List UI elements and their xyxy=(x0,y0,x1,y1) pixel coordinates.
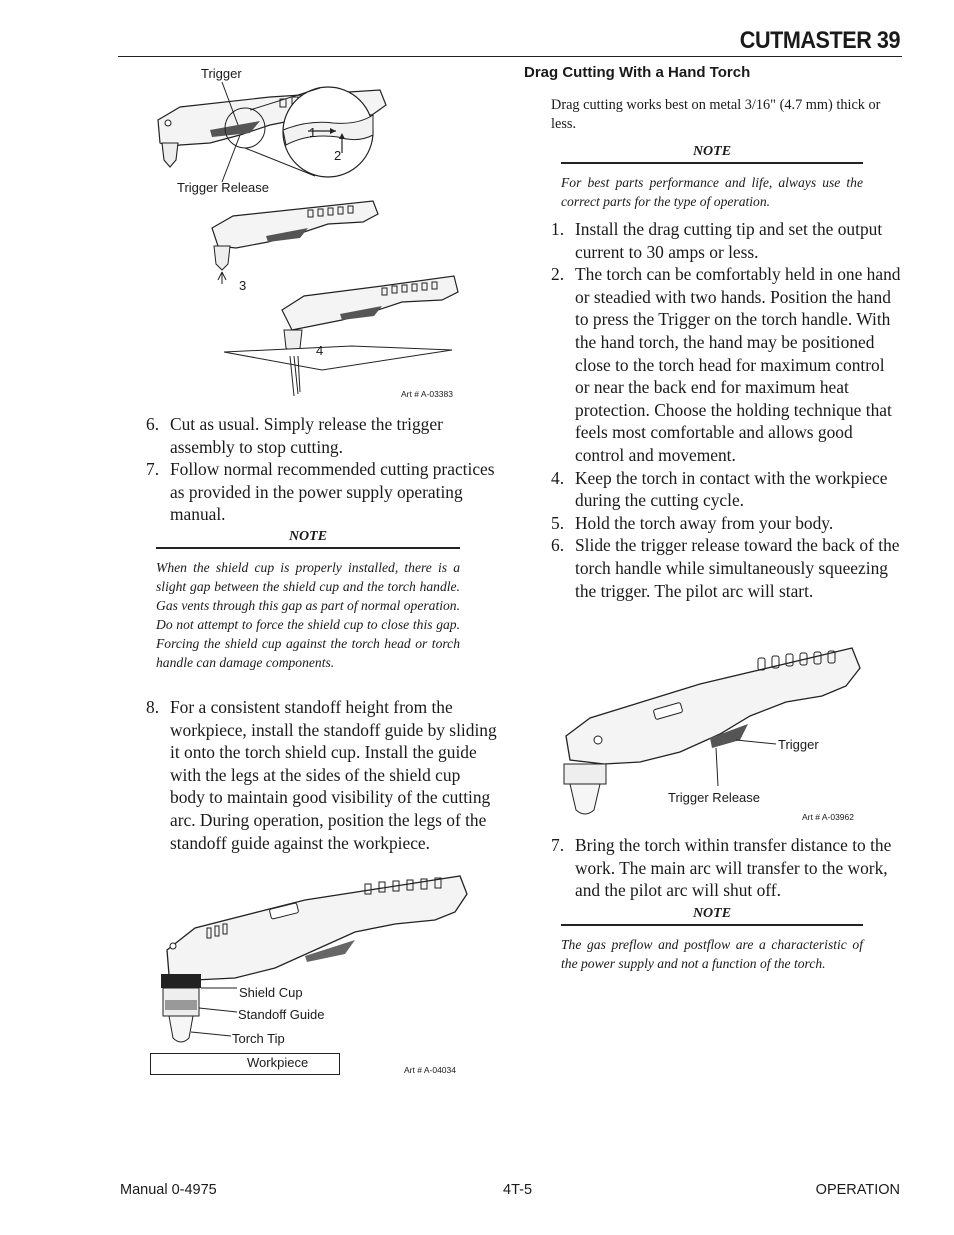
footer-manual-number: Manual 0-4975 xyxy=(120,1182,217,1198)
section-title: Drag Cutting With a Hand Torch xyxy=(524,64,751,81)
detail-leader-lines xyxy=(200,80,350,190)
note-text: When the shield cup is properly installed, there is a slight gap between the shield cup and the torch handle. Gas vents through this gap as part of normal operation. Do not attempt to force the shield cup to close this gap. Forcing the shield cup against the torch head or torch handle can damage components. xyxy=(156,560,460,670)
list-item: 7. Follow normal recommended cutting practices as provided in the power supply operating manual. xyxy=(146,459,495,525)
header-title: CUTMASTER 39 xyxy=(739,27,900,54)
label-step-3: 3 xyxy=(239,278,247,293)
note-heading: NOTE xyxy=(156,529,460,549)
intro-text: Drag cutting works best on metal 3/16" (4.7 mm) thick or less. xyxy=(551,97,881,132)
list-item: 4. Keep the torch in contact with the workpiece during the cutting cycle. xyxy=(551,467,888,511)
note-heading: NOTE xyxy=(561,906,863,926)
label-shield-cup: Shield Cup xyxy=(239,985,303,1000)
label-standoff-guide: Standoff Guide xyxy=(238,1007,325,1022)
list-item: 5. Hold the torch away from your body. xyxy=(551,512,834,533)
steps-list-left-a xyxy=(146,413,498,526)
label-trigger: Trigger xyxy=(778,737,819,752)
footer-page-number: 4T-5 xyxy=(503,1182,533,1198)
list-item: 8. For a consistent standoff height from the workpiece, install the standoff guide by sliding it onto the torch shield cup. Install the guide with the legs at the sides of the shield cup body to maintain good visibility of the cutting arc. During operation, position the legs of the standoff guide against the workpiece. xyxy=(146,697,497,853)
list-item: 2. The torch can be comfortably held in one hand or steadied with two hands. Position the hand to press the Trigger on the torch handle. With the hand torch, the hand may be positioned close to the torch head for maximum control or near the back end for maximum heat protection. Choose the holding technique that feels most comfortable and allows good control and movement. xyxy=(551,264,901,465)
label-step-4: 4 xyxy=(316,343,324,358)
note-text: The gas preflow and postflow are a characteristic of the power supply and not a function of the torch. xyxy=(561,937,863,971)
label-workpiece: Workpiece xyxy=(247,1055,309,1070)
art-number-1: Art # A-03383 xyxy=(401,389,453,399)
note-heading: NOTE xyxy=(561,144,863,164)
torch-illustration-standoff xyxy=(155,870,470,1060)
list-item: 1. Install the drag cutting tip and set the output current to 30 amps or less. xyxy=(551,219,883,262)
list-item: 6. Slide the trigger release toward the back of the torch handle while simultaneously squeezing the trigger. The pilot arc will start. xyxy=(551,535,900,601)
label-step-2: 2 xyxy=(334,148,342,163)
steps-list-left-b xyxy=(146,696,498,854)
art-number-3: Art # A-03962 xyxy=(802,812,854,822)
steps-list-right-b xyxy=(551,834,903,902)
workpiece-block xyxy=(150,1053,340,1075)
label-torch-tip: Torch Tip xyxy=(232,1031,285,1046)
list-item: 6. Cut as usual. Simply release the trigger assembly to stop cutting. xyxy=(146,414,443,457)
note-text: For best parts performance and life, always use the correct parts for the type of operation. xyxy=(561,175,863,209)
label-step-1: 1 xyxy=(309,125,317,140)
label-trigger: Trigger xyxy=(201,66,242,81)
list-item: 7. Bring the torch within transfer distance to the work. The main arc will transfer to the work, and the pilot arc will shut off. xyxy=(551,835,892,901)
label-trigger-release: Trigger Release xyxy=(177,180,270,195)
header-rule xyxy=(118,56,902,57)
footer-section: OPERATION xyxy=(815,1182,900,1198)
steps-list-right-a xyxy=(551,218,903,602)
art-number-2: Art # A-04034 xyxy=(404,1065,456,1075)
label-trigger-release: Trigger Release xyxy=(668,790,761,805)
torch-illustration-bottom xyxy=(222,268,462,398)
